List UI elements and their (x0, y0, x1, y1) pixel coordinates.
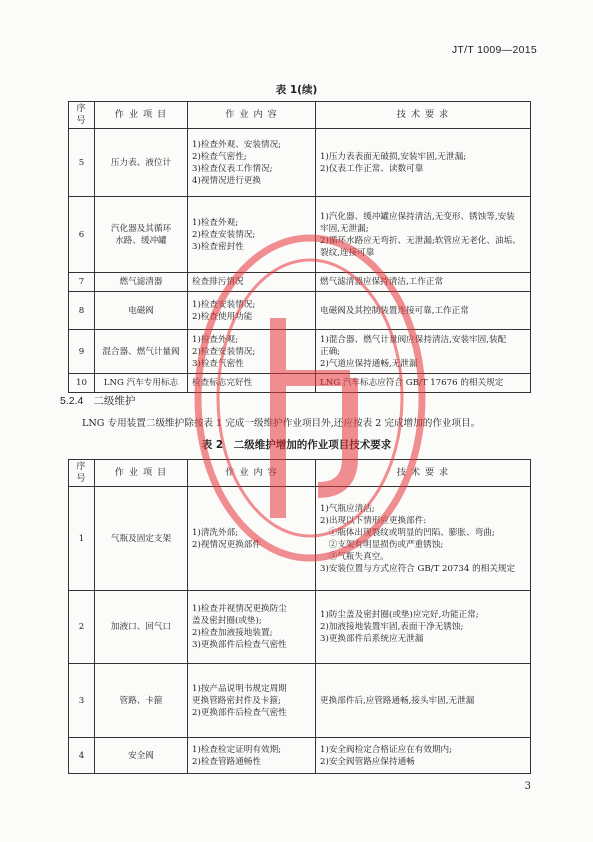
row-no: 3 (69, 664, 95, 738)
row-item: 管路、卡箍 (95, 664, 188, 738)
table-row (69, 197, 531, 273)
table2 (68, 459, 531, 774)
row-no: 4 (69, 738, 95, 774)
body-paragraph: LNG 专用装置二级维护除按表 1 完成一级维护作业项目外,还应按表 2 完成增加的作业项目。 (82, 418, 481, 429)
standard-code: JT/T 1009—2015 (451, 44, 537, 56)
table-row (69, 664, 531, 738)
row-content: 1)按产品说明书规定周期 更换管路密封件及卡箍; 2)更换部件后检查气密性 (188, 664, 316, 738)
row-item: 加液口、回气口 (95, 591, 188, 664)
table1-header-item: 作 业 项 目 (95, 102, 188, 129)
table-row (69, 738, 531, 774)
table2-header-no: 序号 (69, 460, 95, 487)
table-row (69, 273, 531, 292)
table-row (69, 292, 531, 330)
row-req: 更换部件后,应管路通畅,接头牢固,无泄漏 (316, 664, 531, 738)
row-content: 1)检查外观; 2)检查安装情况; 3)检查密封性 (188, 197, 316, 273)
row-item: 压力表、液位计 (95, 129, 188, 197)
row-req: 1)防尘盖及密封圈(或垫)应完好,功能正常; 2)加液接地装置牢固,表面干净无锈蚀; 3)更换部件后系统应无泄漏 (316, 591, 531, 664)
table1-header-no: 序号 (69, 102, 95, 129)
table1-header-row (69, 102, 531, 129)
table1-header-req: 技 术 要 求 (316, 102, 531, 129)
table-row (69, 129, 531, 197)
row-req: LNG 汽车标志应符合 GB/T 17676 的相关规定 (316, 374, 531, 393)
table-row (69, 374, 531, 393)
row-req: 1)压力表表面无破损,安装牢固,无泄漏; 2)仪表工作正常、读数可靠 (316, 129, 531, 197)
row-content: 1)检查并视情况更换防尘 盖及密封圈(或垫); 2)检查加液接地装置; 3)更换部件后检查气密性 (188, 591, 316, 664)
row-req: 1)汽化器、缓冲罐应保持清洁,无变形、锈蚀等,安装 牢固,无泄漏; 2)循环水路应无弯折、无泄漏;软管应无老化、油垢、 裂纹,连接可靠 (316, 197, 531, 273)
row-req: 1)安全阀检定合格证应在有效期内; 2)安全阀管路应保持通畅 (316, 738, 531, 774)
row-content: 1)检查外观、安装情况; 2)检查气密性; 3)检查仪表工作情况; 4)视情况进行更换 (188, 129, 316, 197)
row-content: 1)检查外观; 2)检查安装情况; 3)检查气密性 (188, 330, 316, 374)
table-row (69, 330, 531, 374)
table1-header-content: 作 业 内 容 (188, 102, 316, 129)
table1 (68, 101, 531, 393)
row-item: 电磁阀 (95, 292, 188, 330)
row-content: 1)检查检定证明有效期; 2)检查管路通畅性 (188, 738, 316, 774)
row-content: 1)清洗外部; 2)视情况更换部件 (188, 487, 316, 591)
section-number: 5.2.4 (60, 395, 84, 407)
table2-header-content: 作 业 内 容 (188, 460, 316, 487)
row-req: 1)混合器、燃气计量阀应保持清洁,安装牢固,装配 正确; 2)气道应保持通畅,无泄漏 (316, 330, 531, 374)
row-no: 6 (69, 197, 95, 273)
row-no: 8 (69, 292, 95, 330)
row-req: 电磁阀及其控制装置连接可靠,工作正常 (316, 292, 531, 330)
table2-header-req: 技 术 要 求 (316, 460, 531, 487)
table-row (69, 487, 531, 591)
section-heading (60, 393, 145, 408)
row-req: 燃气滤清器应保持清洁,工作正常 (316, 273, 531, 292)
table2-header-item: 作 业 项 目 (95, 460, 188, 487)
row-item: LNG 汽车专用标志 (95, 374, 188, 393)
section-title: 二级维护 (93, 395, 136, 407)
row-item: 气瓶及固定支架 (95, 487, 188, 591)
row-item: 燃气滤清器 (95, 273, 188, 292)
row-item: 安全阀 (95, 738, 188, 774)
row-no: 9 (69, 330, 95, 374)
row-no: 1 (69, 487, 95, 591)
row-no: 5 (69, 129, 95, 197)
table-row (69, 591, 531, 664)
row-req: 1)气瓶应清洁; 2)出现以下情形应更换部件: ①瓶体出现裂纹或明显的凹陷、膨胀、弯曲; ②支架有明显损伤或严重锈蚀; ③气瓶失真空。 3)安装位置与方式应符合 GB/T 20734 的相关规定 (316, 487, 531, 591)
page-number: 3 (524, 781, 531, 792)
table1-caption: 表 1(续) (275, 84, 318, 96)
row-content: 检查排污情况 (188, 273, 316, 292)
row-no: 10 (69, 374, 95, 393)
table2-caption: 表 2 二级维护增加的作业项目技术要求 (201, 439, 392, 451)
row-no: 2 (69, 591, 95, 664)
row-item: 混合器、燃气计量阀 (95, 330, 188, 374)
row-no: 7 (69, 273, 95, 292)
row-item: 汽化器及其循环 水路、缓冲罐 (95, 197, 188, 273)
row-content: 1)检查安装情况; 2)检查使用功能 (188, 292, 316, 330)
table2-header-row (69, 460, 531, 487)
row-content: 检查标志完好性 (188, 374, 316, 393)
